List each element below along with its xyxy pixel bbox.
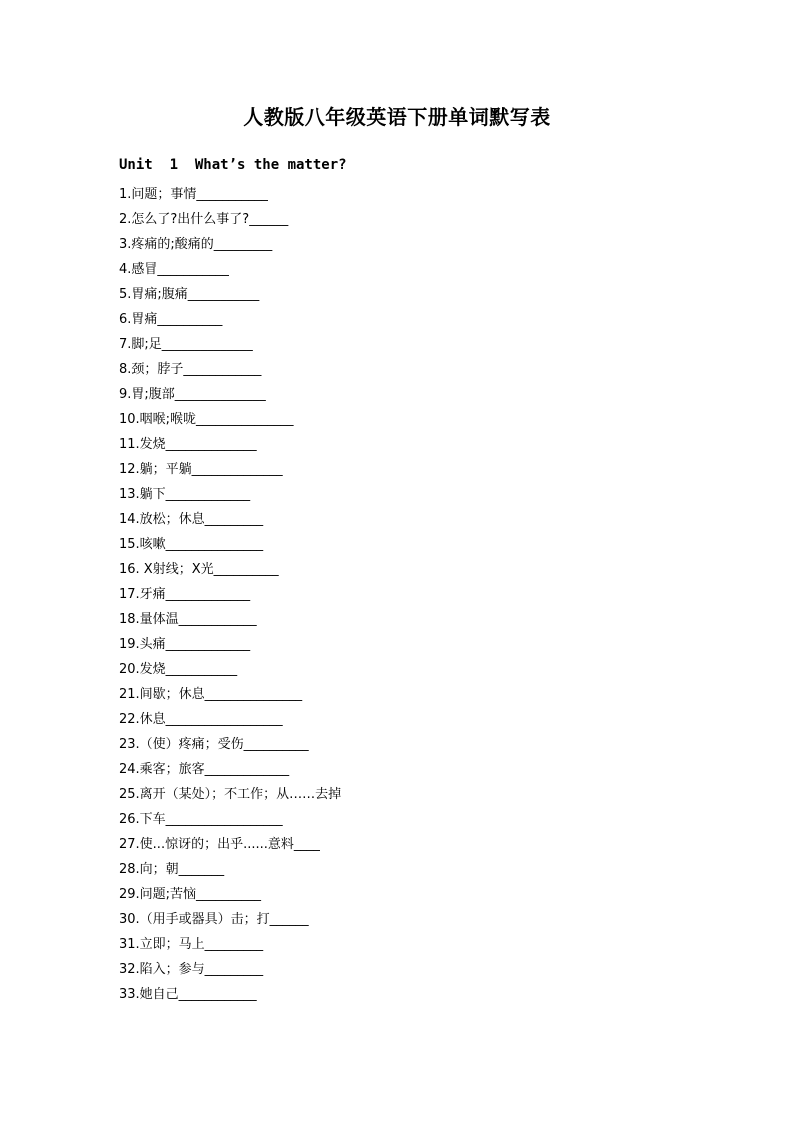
vocab-item: 6.胃痛__________ — [119, 312, 223, 327]
vocab-item: 4.感冒___________ — [119, 262, 229, 277]
vocab-item: 11.发烧______________ — [119, 437, 257, 452]
vocab-item: 30.（用手或器具）击；打______ — [119, 912, 309, 927]
vocab-item: 18.量体温____________ — [119, 612, 257, 627]
vocab-item: 24.乘客；旅客_____________ — [119, 762, 290, 777]
vocab-item: 25.离开（某处）；不工作；从……去掉 — [119, 787, 342, 802]
vocab-item: 33.她自己____________ — [119, 987, 257, 1002]
vocab-item: 27.使...惊讶的；出乎......意料____ — [119, 837, 320, 852]
vocab-item: 10.咽喉;喉咙_______________ — [119, 412, 294, 427]
vocabulary-list — [119, 182, 341, 1007]
vocab-item: 31.立即；马上_________ — [119, 937, 264, 952]
vocab-item: 26.下车__________________ — [119, 812, 283, 827]
vocab-item: 13.躺下_____________ — [119, 487, 251, 502]
vocab-item: 1.问题；事情___________ — [119, 187, 268, 202]
vocab-item: 21.间歇；休息_______________ — [119, 687, 303, 702]
vocab-item: 23.（使）疼痛；受伤__________ — [119, 737, 309, 752]
vocab-item: 16. X射线；X光__________ — [119, 562, 279, 577]
vocab-item: 7.脚;足______________ — [119, 337, 253, 352]
vocab-item: 32.陷入；参与_________ — [119, 962, 264, 977]
vocab-item: 8.颈；脖子____________ — [119, 362, 262, 377]
vocab-item: 12.躺；平躺______________ — [119, 462, 283, 477]
vocab-item: 29.问题;苦恼__________ — [119, 887, 262, 902]
vocab-item: 20.发烧___________ — [119, 662, 238, 677]
document-title: 人教版八年级英语下册单词默写表 — [243, 105, 551, 129]
vocab-item: 17.牙痛_____________ — [119, 587, 251, 602]
vocab-item: 22.休息__________________ — [119, 712, 283, 727]
vocab-item: 15.咳嗽_______________ — [119, 537, 264, 552]
vocab-item: 5.胃痛;腹痛___________ — [119, 287, 260, 302]
vocab-item: 14.放松；休息_________ — [119, 512, 264, 527]
vocab-item: 28.向；朝_______ — [119, 862, 225, 877]
vocab-item: 9.胃;腹部______________ — [119, 387, 266, 402]
vocab-item: 2.怎么了?出什么事了?______ — [119, 212, 289, 227]
vocab-item: 19.头痛_____________ — [119, 637, 251, 652]
vocab-item: 3.疼痛的;酸痛的_________ — [119, 237, 273, 252]
unit-heading: Unit 1 What’s the matter? — [119, 157, 347, 173]
